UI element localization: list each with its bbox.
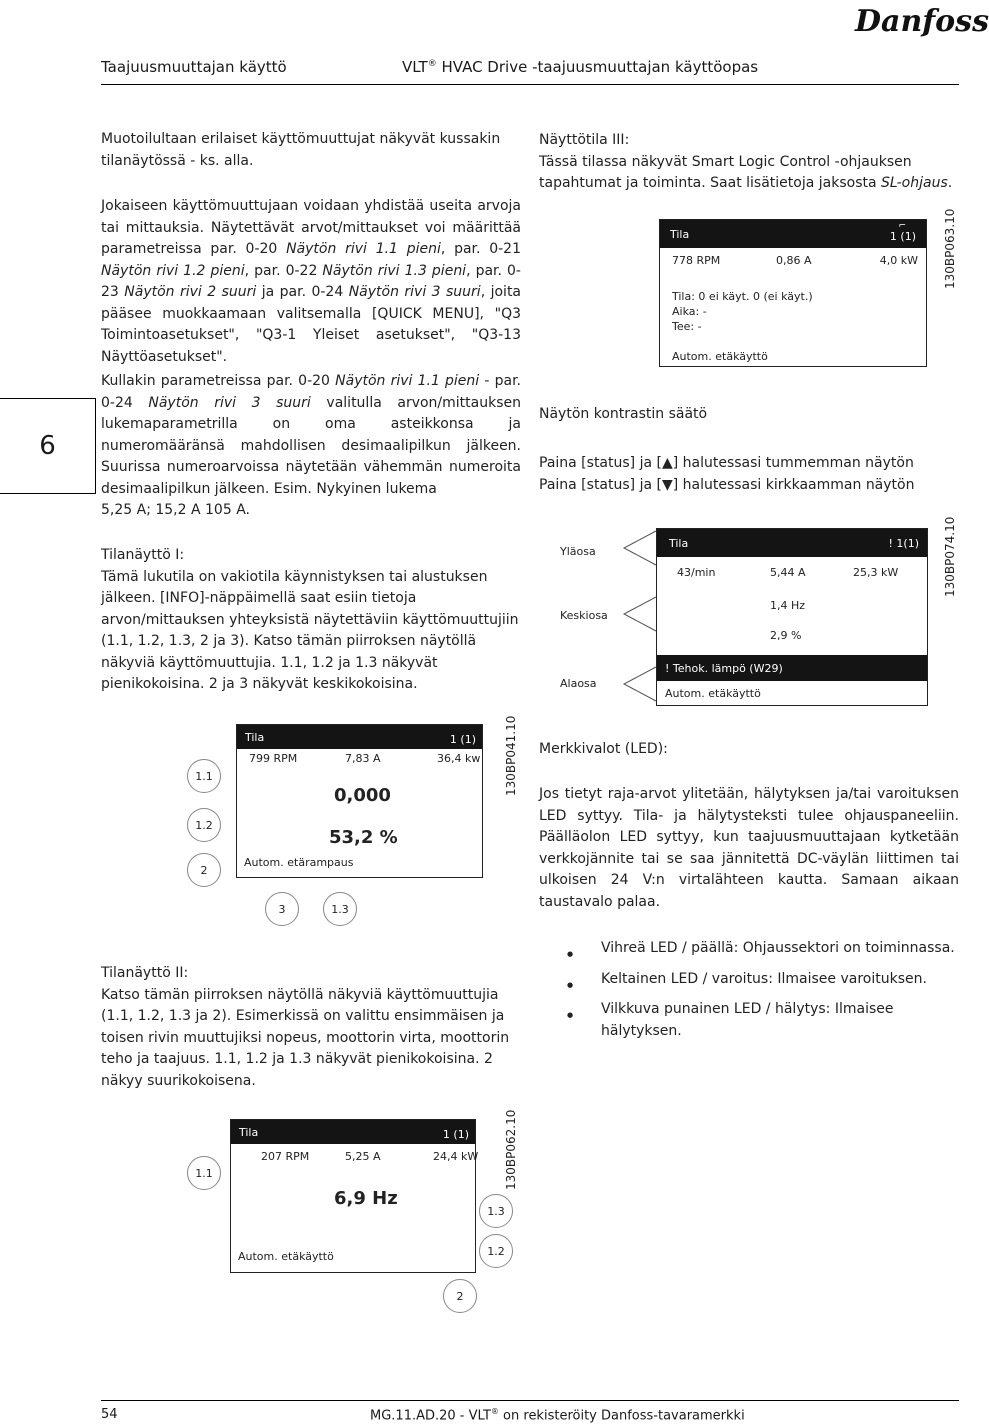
lcd-value-1-3: 24,4 kW xyxy=(433,1150,479,1163)
lcd-page-indicator: 1 (1) xyxy=(889,230,916,243)
lcd-value-1-3: 25,3 kW xyxy=(853,566,899,579)
lcd-key-icon: ⌐ xyxy=(898,221,906,231)
lcd-value-1-2: 5,44 A xyxy=(770,566,806,579)
led-title: Merkkivalot (LED): xyxy=(539,741,668,757)
lcd-value-1-1: 799 RPM xyxy=(249,752,298,765)
footer-rule xyxy=(101,1400,959,1401)
led-list-item: ● Vihreä LED / päällä: Ohjaussektori on toiminnassa. xyxy=(539,938,960,960)
led-list-item: ● Vilkkuva punainen LED / hälytys: Ilmaisee hälytyksen. xyxy=(539,999,960,1042)
lcd-value-1-2: 0,86 A xyxy=(776,254,812,267)
figure-code: 130BP041.10 xyxy=(504,715,518,796)
callout-2: 2 xyxy=(187,853,221,887)
lcd-title: Tila xyxy=(669,537,689,550)
lcd-value-3: 53,2 % xyxy=(329,827,398,848)
contrast-instructions: Paina [status] ja [▲] halutessasi tummemman näytön Paina [status] ja [▼] halutessasi kirkkaamman näytön xyxy=(539,455,915,493)
figure-code: 130BP062.10 xyxy=(504,1109,518,1190)
figure-code: 130BP063.10 xyxy=(943,208,957,289)
lcd-value-1-2: 5,25 A xyxy=(345,1150,381,1163)
intro-paragraph: Muotoilultaan erilaiset käyttömuuttujat näkyvät kussakin tilanäytössä - ks. alla. xyxy=(101,131,501,169)
lcd-display-contrast xyxy=(656,528,928,706)
callout-3: 3 xyxy=(265,892,299,926)
contrast-label-bottom: Alaosa xyxy=(560,677,597,690)
lcd-title-bar xyxy=(231,1120,475,1144)
callout-1-2: 1.2 xyxy=(187,808,221,842)
lcd-title-bar xyxy=(237,725,482,749)
lcd-value-1-1: 778 RPM xyxy=(672,254,721,267)
lcd-title: Tila xyxy=(245,731,265,744)
callout-2: 2 xyxy=(443,1279,477,1313)
callout-1-2: 1.2 xyxy=(479,1234,513,1268)
callout-1-3: 1.3 xyxy=(323,892,357,926)
page-number: 54 xyxy=(101,1407,118,1422)
callout-1-1: 1.1 xyxy=(187,1156,221,1190)
lcd-alarm-text: ! Tehok. lämpö (W29) xyxy=(665,662,783,675)
callout-1-3: 1.3 xyxy=(479,1194,513,1228)
lcd-page-indicator: ! 1(1) xyxy=(888,537,919,550)
lcd-value-3: 2,9 % xyxy=(770,629,802,642)
lcd-time-line: Aika: - xyxy=(672,305,707,318)
lcd-footer: Autom. etäkäyttö xyxy=(238,1250,334,1263)
lcd-value-1-3: 36,4 kw xyxy=(437,752,481,765)
header-center: VLT® HVAC Drive -taajuusmuuttajan käyttöopas xyxy=(402,58,759,76)
led-list-item: ● Keltainen LED / varoitus: Ilmaisee varoituksen. xyxy=(539,969,960,991)
display-mode-3-title: Näyttötila III: xyxy=(539,132,630,148)
lcd-value-1-3: 4,0 kW xyxy=(879,254,918,267)
lcd-page-indicator: 1 (1) xyxy=(442,1128,469,1141)
contrast-label-top: Yläosa xyxy=(560,545,596,558)
danfoss-logo: Danfoss xyxy=(855,4,989,39)
lcd-value-2: 6,9 Hz xyxy=(334,1188,398,1209)
contrast-label-middle: Keskiosa xyxy=(560,609,608,622)
chapter-tab: 6 xyxy=(0,398,96,494)
lcd-action-line: Tee: - xyxy=(672,320,702,333)
status-mode-2-body: Katso tämän piirroksen näytöllä näkyviä käyttömuuttujia (1.1, 1.2, 1.3 ja 2). Esimerkissä on valittu ensimmäisen ja toisen rivin muuttujiksi nopeus, moottorin virta, moottorin teho ja taajuus. 1.1, 1.2 ja 1.3 näkyvät pienikokoisina. 2 näkyy suurikokoisena. xyxy=(101,986,510,1089)
status-mode-2-title: Tilanäyttö II: xyxy=(101,965,189,981)
display-mode-3-section: Näyttötila III: Tässä tilassa näkyvät Smart Logic Control -ohjauksen tapahtumat ja toiminta. Saat lisätietoja jaksosta SL-ohjaus. xyxy=(539,130,959,195)
lcd-page-indicator: 1 (1) xyxy=(449,733,476,746)
status-mode-1-title: Tilanäyttö I: xyxy=(101,547,185,563)
lcd-title-bar xyxy=(657,529,927,557)
lcd-value-2: 1,4 Hz xyxy=(770,599,806,612)
params-paragraph: Jokaiseen käyttömuuttujaan voidaan yhdistää useita arvoja tai mittauksia. Näytettävät arvot/mittaukset voi määrittää parametreissa par. 0-20 Näytön rivi 1.1 pieni, par. 0-21 Näytön rivi 1.2 pieni, par. 0-22 Näytön rivi 1.3 pieni, par. 0-23 Näytön rivi 2 suuri ja par. 0-24 Näytön rivi 3 suuri, joita pääsee muokkaamaan valitsemalla [QUICK MENU], "Q3 Toimintoasetukset", "Q3-1 Yleiset asetukset", "Q3-13 Näyttöasetukset". xyxy=(101,198,522,365)
lcd-footer: Autom. etäkäyttö xyxy=(665,687,761,700)
lcd-display-mode-2 xyxy=(230,1119,479,1273)
footer-trademark: MG.11.AD.20 - VLT® on rekisteröity Danfoss-tavaramerkki xyxy=(370,1407,745,1424)
lcd-value-2: 0,000 xyxy=(334,785,391,806)
lcd-alarm-bar xyxy=(657,655,927,681)
lcd-footer: Autom. etäkäyttö xyxy=(672,350,768,363)
lcd-title: Tila xyxy=(670,228,690,241)
status-mode-1-body: Tämä lukutila on vakiotila käynnistyksen tai alustuksen jälkeen. [INFO]-näppäimellä saat esiin tietoja arvon/mittauksen yhteyksistä näytettäviin käyttömuuttujiin (1.1, 1.2, 1.3, 2 ja 3). Katso tämän piirroksen näytöllä näkyviä käyttömuuttujia. 1.1, 1.2 ja 1.3 näkyvät pienikokoisina. 2 ja 3 näkyvät keskikokoisina. xyxy=(101,568,519,692)
contrast-title: Näytön kontrastin säätö xyxy=(539,406,708,422)
lcd-value-1-1: 207 RPM xyxy=(261,1150,310,1163)
scale-paragraph: Kullakin parametreissa par. 0-20 Näytön rivi 1.1 pieni - par. 0-24 Näytön rivi 3 suuri valitulla arvon/mittauksen lukemaparametrilla on oma asteikkonsa ja numeromääränsä mahdollisen desimaalipilkun jälkeen. Suurissa numeroarvoissa näytetään vähemmän numeroita desimaalipilkun jälkeen. Esim. Nykyinen lukema 5,25 A; 15,2 A 105 A. xyxy=(101,373,521,518)
lcd-footer: Autom. etärampaus xyxy=(244,856,354,869)
lcd-title: Tila xyxy=(239,1126,259,1139)
callout-1-1: 1.1 xyxy=(187,759,221,793)
led-body: Jos tietyt raja-arvot ylitetään, hälytyksen ja/tai varoituksen LED syttyy. Tila- ja hälytysteksti tulee ohjauspaneeliin. Päälläolon LED syttyy, kun taajuusmuuttajaan kytketään verkkojännite tai se saa jännitettä DC-väylän liittimen tai ulkoisen 24 V:n virtalähteen kautta. Samaan aikaan taustavalo palaa. xyxy=(539,786,959,910)
header-left: Taajuusmuuttajan käyttö xyxy=(101,58,287,76)
lcd-value-1-1: 43/min xyxy=(677,566,716,579)
lcd-value-1-2: 7,83 A xyxy=(345,752,381,765)
figure-code: 130BP074.10 xyxy=(943,516,957,597)
lcd-display-mode-1 xyxy=(236,724,483,878)
lcd-status-line: Tila: 0 ei käyt. 0 (ei käyt.) xyxy=(672,290,813,303)
